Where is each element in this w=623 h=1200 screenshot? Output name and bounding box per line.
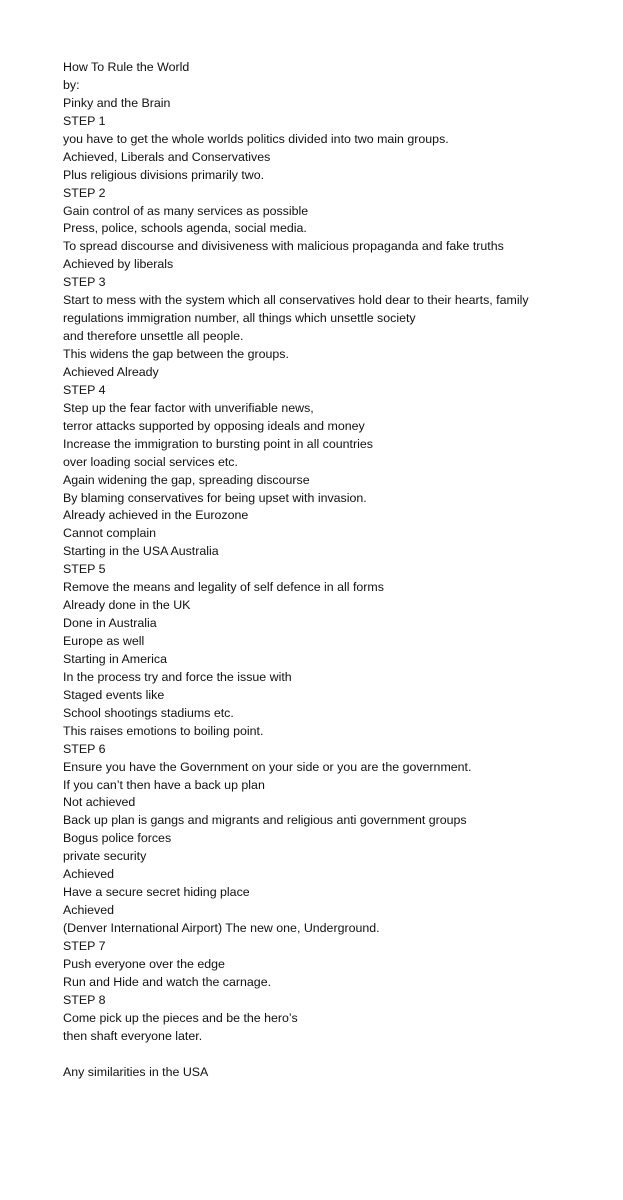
text-line: Achieved [63, 867, 114, 882]
text-line: Start to mess with the system which all conservatives hold dear to their hearts, family [63, 293, 529, 308]
text-line: Have a secure secret hiding place [63, 885, 250, 900]
text-line: Gain control of as many services as possible [63, 203, 309, 218]
step-heading: STEP 7 [63, 938, 106, 953]
text-line: Starting in America [63, 651, 167, 666]
text-line: Press, police, schools agenda, social media. [63, 221, 307, 236]
step-heading: STEP 8 [63, 992, 106, 1007]
text-line: by: [63, 77, 80, 92]
text-line: This raises emotions to boiling point. [63, 723, 264, 738]
text-line: Any similarities in the USA [63, 1064, 209, 1079]
text-line: Again widening the gap, spreading discourse [63, 472, 310, 487]
text-line: Back up plan is gangs and migrants and religious anti government groups [63, 813, 467, 828]
text-line: Cannot complain [63, 526, 156, 541]
step-heading: STEP 1 [63, 113, 106, 128]
step-heading: STEP 4 [63, 382, 106, 397]
text-line: Europe as well [63, 634, 145, 648]
blank-line [63, 1046, 618, 1064]
text-line: Starting in the USA Australia [63, 544, 219, 559]
text-line: Done in Australia [63, 616, 157, 631]
text-line: Achieved, Liberals and Conservatives [63, 149, 271, 164]
text-line: over loading social services etc. [63, 454, 238, 469]
text-line: Achieved [63, 903, 114, 918]
text-line: (Denver International Airport) The new one, Underground. [63, 921, 380, 935]
text-line: you have to get the whole worlds politics divided into two main groups. [63, 131, 449, 146]
step-heading: STEP 3 [63, 275, 106, 290]
step-heading: STEP 6 [63, 741, 106, 756]
text-line: terror attacks supported by opposing ideals and money [63, 418, 365, 433]
text-line: Come pick up the pieces and be the hero’s [63, 1010, 298, 1025]
text-line: Already done in the UK [63, 598, 191, 613]
text-line: Push everyone over the edge [63, 956, 225, 971]
text-line: then shaft everyone later. [63, 1028, 203, 1043]
text-line: Not achieved [63, 795, 136, 810]
text-line: How To Rule the World [63, 60, 190, 74]
text-line: Achieved by liberals [63, 257, 174, 272]
text-line: Increase the immigration to bursting point in all countries [63, 436, 373, 451]
text-line: This widens the gap between the groups. [63, 347, 289, 361]
text-line: By blaming conservatives for being upset with invasion. [63, 490, 367, 505]
text-line: regulations immigration number, all things which unsettle society [63, 311, 416, 326]
step-heading: STEP 5 [63, 562, 106, 577]
text-line: In the process try and force the issue with [63, 669, 292, 684]
text-line: private security [63, 849, 147, 864]
text-line: Achieved Already [63, 364, 159, 379]
text-line: To spread discourse and divisiveness with malicious propaganda and fake truths [63, 239, 504, 254]
text-line: Bogus police forces [63, 831, 172, 846]
text-line: Plus religious divisions primarily two. [63, 167, 265, 182]
text-line: If you can’t then have a back up plan [63, 777, 265, 792]
text-line: Run and Hide and watch the carnage. [63, 974, 272, 989]
text-line: Pinky and the Brain [63, 95, 171, 110]
text-line: Ensure you have the Government on your side or you are the government. [63, 759, 472, 774]
text-line: Staged events like [63, 687, 165, 702]
text-line: and therefore unsettle all people. [63, 329, 244, 344]
step-heading: STEP 2 [63, 185, 106, 200]
text-line: School shootings stadiums etc. [63, 705, 234, 720]
text-line: Step up the fear factor with unverifiable news, [63, 400, 314, 415]
document-body [63, 59, 618, 1081]
text-line: Remove the means and legality of self defence in all forms [63, 580, 384, 595]
text-line: Already achieved in the Eurozone [63, 508, 249, 523]
